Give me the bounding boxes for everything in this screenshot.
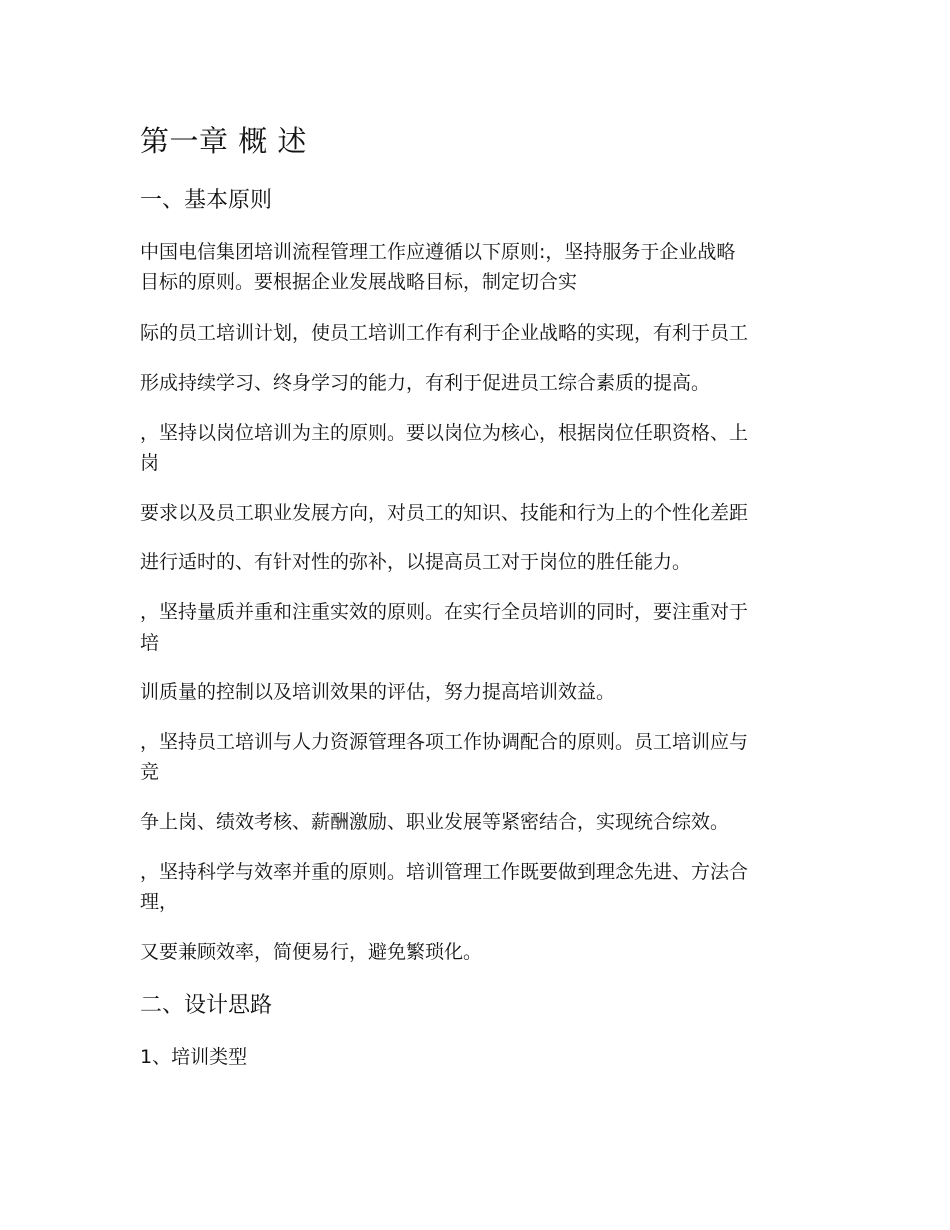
paragraph-line: 理，: [140, 891, 179, 913]
section-title-design-ideas: 二、设计思路: [140, 993, 273, 1018]
paragraph-line: ，坚持员工培训与人力资源管理各项工作协调配合的原则。员工培训应与: [140, 731, 749, 753]
paragraph-line: 要求以及员工职业发展方向，对员工的知识、技能和行为上的个性化差距: [140, 502, 749, 524]
paragraph-line: 中国电信集团培训流程管理工作应遵循以下原则:，坚持服务于企业战略: [140, 241, 736, 263]
paragraph-line: 际的员工培训计划，使员工培训工作有利于企业战略的实现，有利于员工: [140, 322, 749, 344]
section-title-basic-principles: 一、基本原则: [140, 188, 273, 213]
paragraph-line: ，坚持科学与效率并重的原则。培训管理工作既要做到理念先进、方法合: [140, 861, 749, 883]
paragraph-line: 争上岗、绩效考核、薪酬激励、职业发展等紧密结合，实现统合综效。: [140, 811, 730, 833]
paragraph-line: 进行适时的、有针对性的弥补，以提高员工对于岗位的胜任能力。: [140, 551, 692, 573]
paragraph-line: 形成持续学习、终身学习的能力，有利于促进员工综合素质的提高。: [140, 372, 711, 394]
paragraph-line: 目标的原则。要根据企业发展战略目标，制定切合实: [140, 271, 578, 293]
chapter-title: 第一章 概 述: [140, 124, 307, 158]
paragraph-line: ，坚持以岗位培训为主的原则。要以岗位为核心，根据岗位任职资格、上: [140, 422, 749, 444]
subsection-title-training-types: 1、培训类型: [140, 1046, 248, 1068]
paragraph-line: 竞: [140, 761, 160, 783]
paragraph-line: 训质量的控制以及培训效果的评估，努力提高培训效益。: [140, 681, 616, 703]
paragraph-line: ，坚持量质并重和注重实效的原则。在实行全员培训的同时，要注重对于: [140, 601, 749, 623]
paragraph-line: 培: [140, 632, 160, 654]
paragraph-line: 又要兼顾效率，简便易行，避免繁琐化。: [140, 941, 483, 963]
paragraph-line: 岗: [140, 452, 160, 474]
